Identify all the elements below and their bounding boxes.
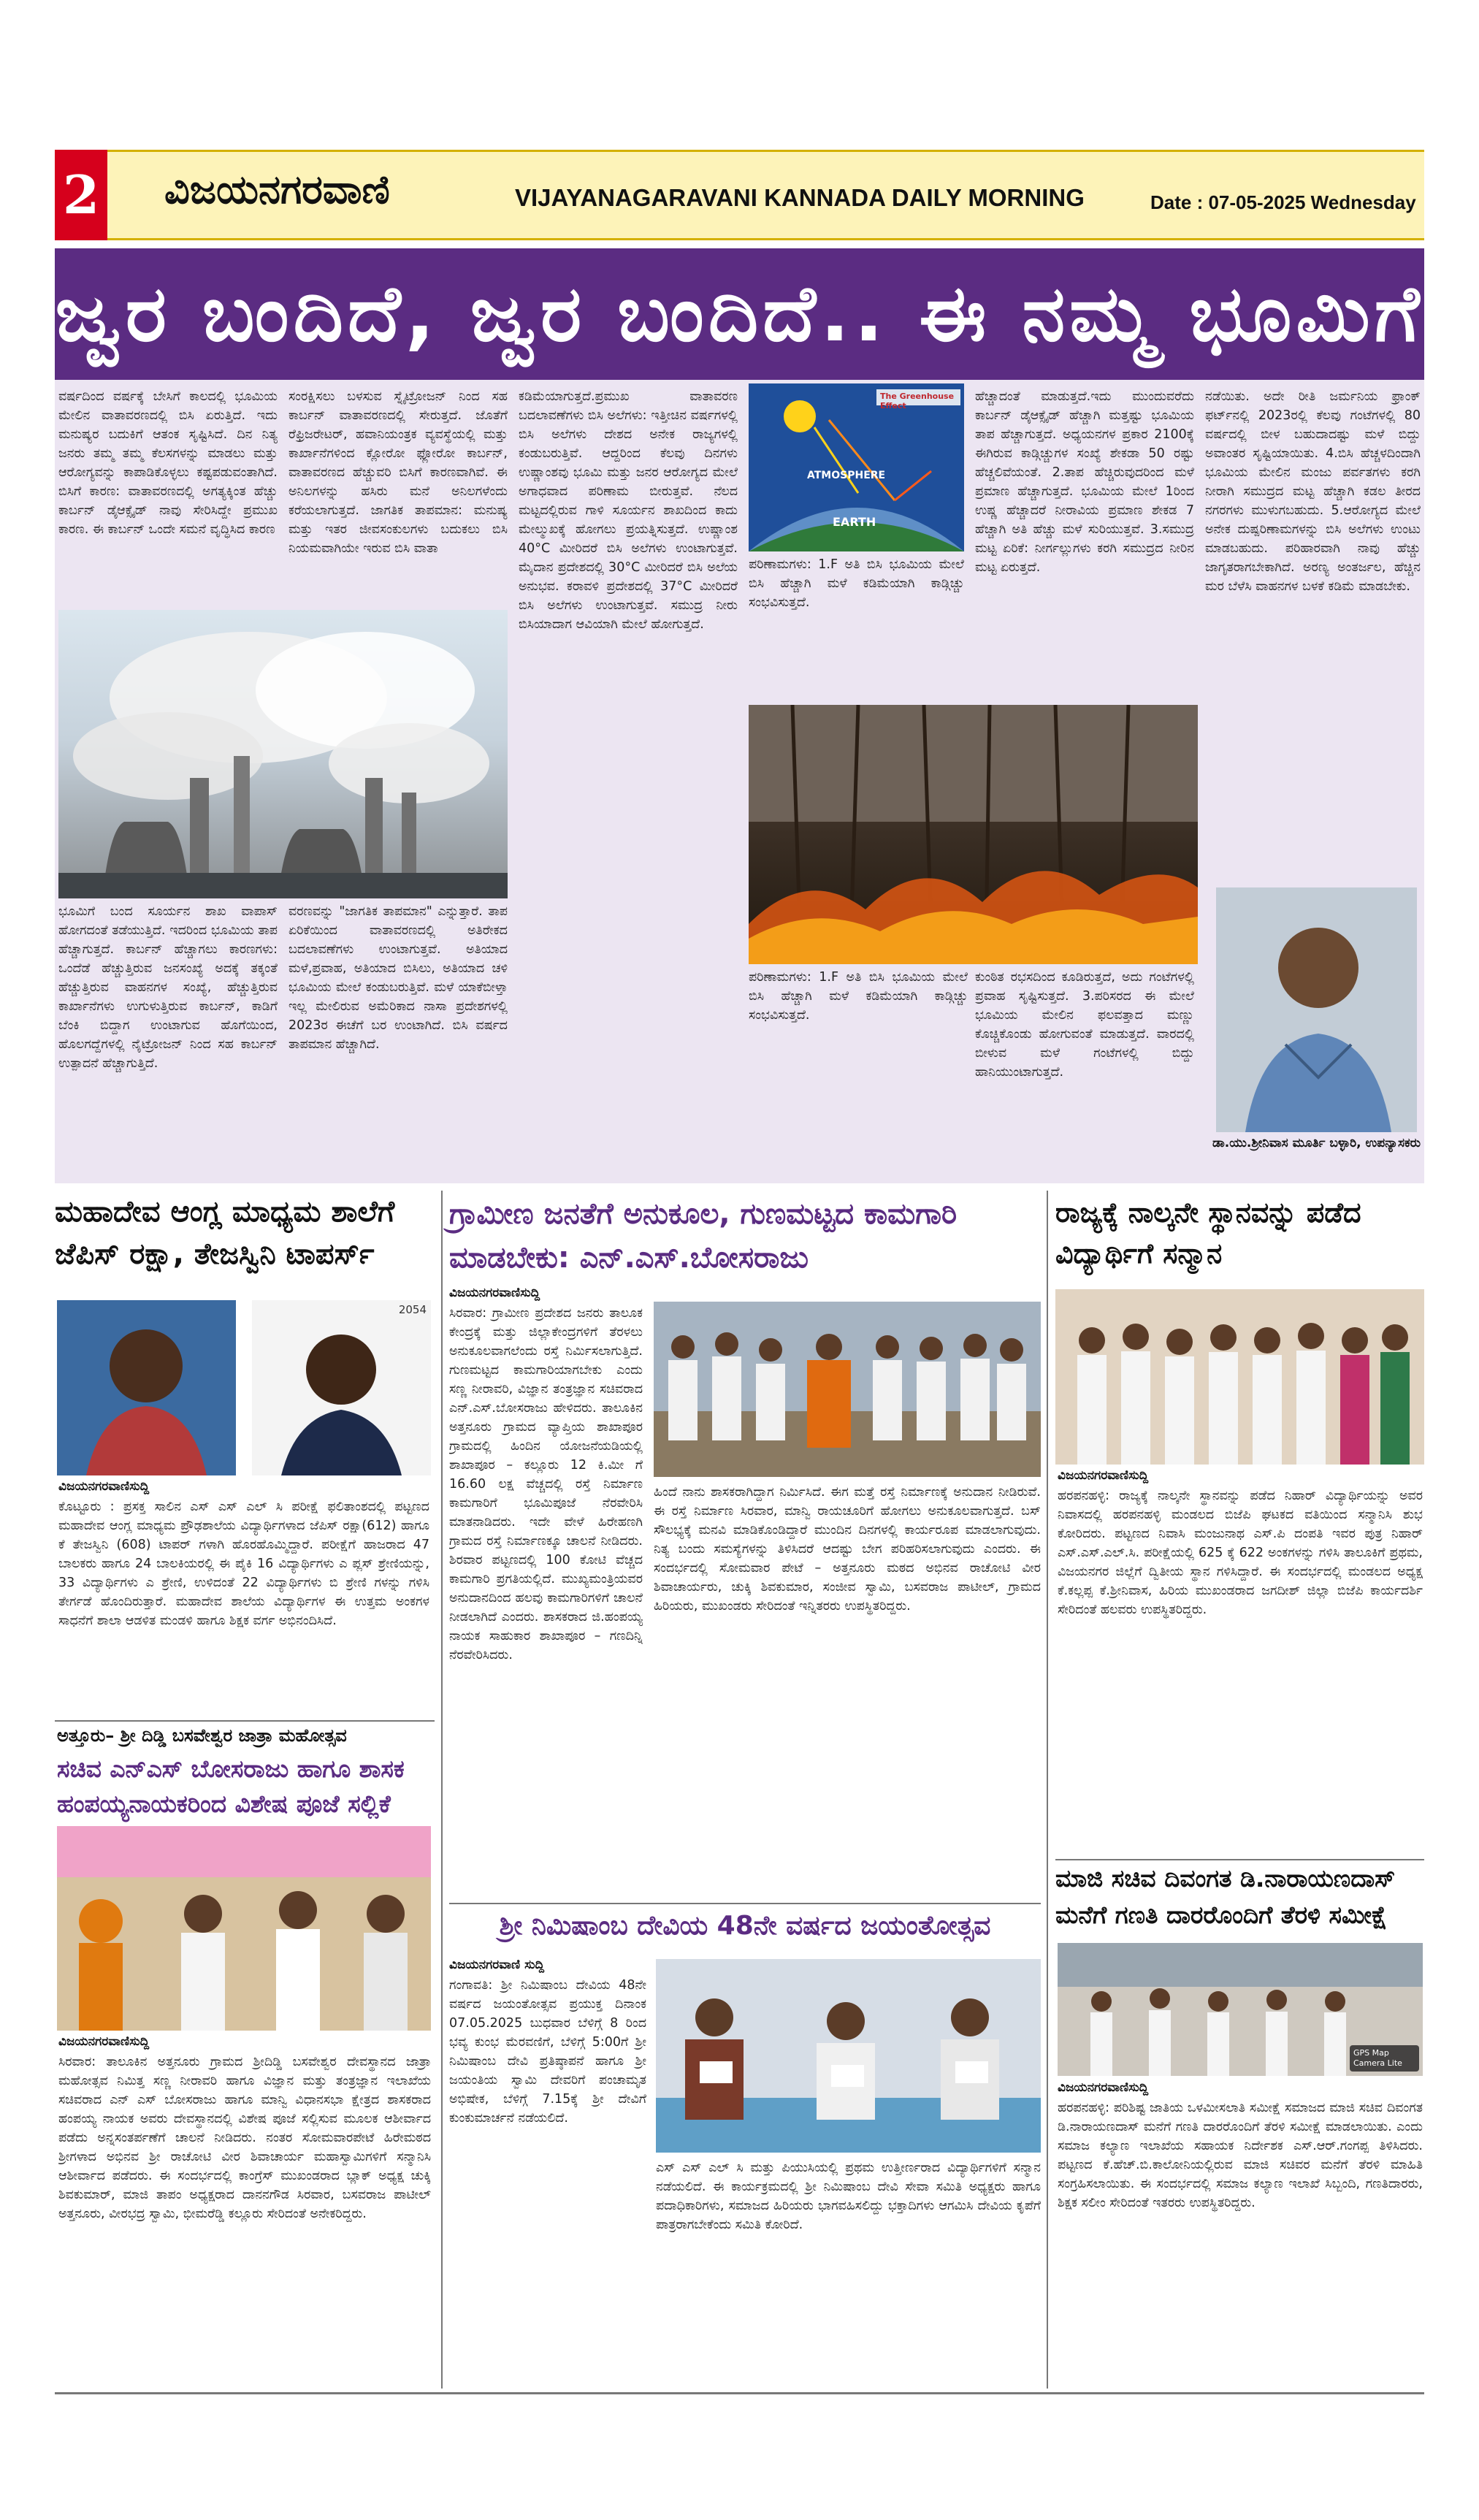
earth-label: EARTH bbox=[833, 515, 876, 529]
factory-smoke-photo bbox=[58, 610, 508, 898]
photo-tag: 2054 bbox=[398, 1303, 427, 1316]
lead-col4-bottom: ಪರಿಣಾಮಗಳು: 1.F ಅತಿ ಬಿಸಿ ಭೂಮಿಯ ಮೇಲೆ ಬಿಸಿ ಹೆಚ್ಚಾಗಿ ಮಳೆ ಕಡಿಮೆಯಾಗಿ ಕಾಡ್ಗಿಚ್ಚು ಸಂಭವಿಸುತ್ತದೆ. bbox=[749, 970, 968, 1023]
article3-headline: ಗ್ರಾಮೀಣ ಜನತೆಗೆ ಅನುಕೂಲ, ಗುಣಮಟ್ಟದ ಕಾಮಗಾರಿ ಮಾಡಬೇಕು: ಎನ್.ಎಸ್.ಬೋಸರಾಜು bbox=[449, 1197, 958, 1275]
atmosphere-label: ATMOSPHERE bbox=[807, 470, 886, 481]
student2-photo bbox=[252, 1300, 431, 1475]
lead-col2-top: ಸಂರಕ್ಷಿಸಲು ಬಳಸುವ ಸ್ನೈಟ್ರೋಜನ್ ನಿಂದ ಸಹ ಕಾರ್ಬನ್ ವಾತಾವರಣದಲ್ಲಿ ಸೇರುತ್ತದೆ. ಜೊತೆಗೆ ರೆಫ್ರಿಜರೇಟರ್, ಹವಾನಿಯಂತ್ರಕ ವ್ಯವಸ್ಥೆಯಲ್ಲಿ ಮತ್ತು ಕಾರ್ಖಾನೆಗಳಿಂದ ಕ್ಲೋರೋ ಫ್ಲೋರೋ ಕಾರ್ಬನ್, ವಾತಾವರಣದ ಹೆಚ್ಚುವರಿ ಬಿಸಿಗೆ ಕಾರಣವಾಗಿವೆ. ಈ ಅನಿಲಗಳನ್ನು ಹಸಿರು ಮನೆ ಅನಿಲಗಳೆಂದು ಕರೆಯಲಾಗುತ್ತದೆ. ಜಾಗತಿಕ ತಾಪಮಾನ: ಮನುಷ್ಯ ಮತ್ತು ಇತರ ಜೀವಸಂಕುಲಗಳು ಬದುಕಲು ಬಿಸಿ ನಿಯಮವಾಗಿಯೇ ಇರುವ ಬಿಸಿ ವಾತಾ bbox=[288, 389, 508, 556]
article4-headline: ಶ್ರೀ ನಿಮಿಷಾಂಬ ದೇವಿಯ 48ನೇ ವರ್ಷದ ಜಯಂತೋತ್ಸವ bbox=[449, 1903, 1041, 1948]
article5-body: ಹರಪನಹಳ್ಳಿ: ರಾಜ್ಯಕ್ಕೆ ನಾಲ್ಕನೇ ಸ್ಥಾನವನ್ನು ಪಡೆದ ನಿಹಾರ್ ವಿದ್ಯಾರ್ಥಿಯನ್ನು ಅವರ ನಿವಾಸದಲ್ಲಿ ಹರಪನಹಳ್ಳಿ ಮಂಡಲದ ಬಿಜೆಪಿ ಘಟಕದ ವತಿಯಿಂದ ಸನ್ಮಾನಿಸಿ ಶುಭ ಕೋರಿದರು. ಪಟ್ಟಣದ ನಿವಾಸಿ ಮಂಜುನಾಥ ಎಸ್.ಪಿ ದಂಪತಿ ಇವರ ಪುತ್ರ ನಿಹಾರ್ ಎಸ್.ಎಸ್.ಎಲ್.ಸಿ. ಪರೀಕ್ಷೆಯಲ್ಲಿ 625 ಕ್ಕೆ 622 ಅಂಕಗಳನ್ನು ಗಳಿಸಿ ತಾಲೂಕಿಗೆ ಪ್ರಥಮ, ವಿಜಯನಗರ ಜಿಲ್ಲೆಗೆ ದ್ವಿತೀಯ ಸ್ಥಾನ ಗಳಿಸಿದ್ದಾರೆ. ಈ ಸಂದರ್ಭದಲ್ಲಿ ಮಂಡಲದ ಅಧ್ಯಕ್ಷ ಕೆ.ಕಲ್ಲಪ್ಪ ಕೆ.ಶ್ರೀನಿವಾಸ, ಹಿರಿಯ ಮುಖಂಡರಾದ ಜಗದೀಶ್ ಜಿಲ್ಲಾ ಬಿಜೆಪಿ ಕಾರ್ಯದರ್ಶಿ ಸೇರಿದಂತೆ ಹಲವರು ಉಪಸ್ಥಿತರಿದ್ದರು. bbox=[1058, 1489, 1423, 1617]
page-number: 2 bbox=[55, 150, 107, 240]
article1-body: ಕೊಟ್ಟೂರು : ಪ್ರಸಕ್ತ ಸಾಲಿನ ಎಸ್ ಎಸ್ ಎಲ್ ಸಿ ಪರೀಕ್ಷೆ ಫಲಿತಾಂಶದಲ್ಲಿ ಪಟ್ಟಣದ ಮಹಾದೇವ ಆಂಗ್ಲ ಮಾಧ್ಯಮ ಪ್ರೌಢಶಾಲೆಯ ವಿದ್ಯಾರ್ಥಿಗಳಾದ ಜೆಪಿಸ್ ರಕ್ಷಾ(612) ಹಾಗೂ ಕೆ ತೇಜಸ್ವಿನಿ (608) ಟಾಪರ್ ಗಳಾಗಿ ಹೊರಹೊಮ್ಮಿದ್ದಾರೆ. ಪರೀಕ್ಷೆಗೆ ಹಾಜರಾದ 47 ಬಾಲಕರು ಹಾಗೂ 24 ಬಾಲಕಿಯರಲ್ಲಿ ಈ ಪೈಕಿ 16 ವಿದ್ಯಾರ್ಥಿಗಳು ಎ ಪ್ಲಸ್ ಶ್ರೇಣಿಯನ್ನು, 33 ವಿದ್ಯಾರ್ಥಿಗಳು ಎ ಶ್ರೇಣಿ, ಉಳಿದಂತೆ 22 ವಿದ್ಯಾರ್ಥಿಗಳು ಬಿ ಶ್ರೇಣಿ ಗಳನ್ನು ಗಳಿಸಿ ತೇರ್ಗಡೆ ಹೊಂದಿರುತ್ತಾರೆ. ಮಹಾದೇವ ಶಾಲೆಯ ವಿದ್ಯಾರ್ಥಿಗಳ ಈ ಉತ್ತಮ ಅಂಕಗಳ ಸಾಧನೆಗೆ ಶಾಲಾ ಆಡಳಿತ ಮಂಡಳಿ ಹಾಗೂ ಶಿಕ್ಷಕ ವರ್ಗ ಅಭಿನಂದಿಸಿದೆ. bbox=[58, 1500, 429, 1628]
gps-watermark: GPS Map Camera Lite bbox=[1353, 2048, 1402, 2068]
lead-col5: ನಡೆಯಿತು. ಅದೇ ರೀತಿ ಜರ್ಮನಿಯ ಫ್ರಾಂಕ್ ಫರ್ಟ್‌ನಲ್ಲಿ 2023ರಲ್ಲಿ ಕೆಲವು ಗಂಟೆಗಳಲ್ಲಿ 80 ವರ್ಷದಲ್ಲಿ ಬೀಳ ಬಹುದಾದಷ್ಟು ಮಳೆ ಬಿದ್ದು ಅವಾಂತರ ಸೃಷ್ಟಿಯಾಯಿತು. 4.ಬಿಸಿ ಹೆಚ್ಚಳದಿಂದಾಗಿ ಭೂಮಿಯ ಮೇಲಿನ ಮಂಜು ಪರ್ವತಗಳು ಕರಗಿ ನೀರಾಗಿ ಸಮುದ್ರದ ಮಟ್ಟ ಹೆಚ್ಚಾಗಿ ಕಡಲ ತೀರದ ನಗರಗಳು ಮುಳುಗಬಹುದು. 5.ಆರೋಗ್ಯದ ಮೇಲೆ ಅನೇಕ ದುಷ್ಪರಿಣಾಮಗಳನ್ನು ಬಿಸಿ ಅಲೆಗಳು ಉಂಟು ಮಾಡಬಹುದು. ಪರಿಹಾರವಾಗಿ ನಾವು ಹೆಚ್ಚು ಜಾಗೃತರಾಗಬೇಕಾಗಿದೆ. ಅರಣ್ಯ ಅಂತರ್ಜಲ, ಹೆಚ್ಚಿನ ಮರ ಬೆಳೆಸಿ ವಾಹನಗಳ ಬಳಕೆ ಕಡಿಮೆ ಮಾಡಬೇಕು. bbox=[1205, 389, 1421, 594]
article2-dateline: ವಿಜಯನಗರವಾಣಿಸುದ್ದಿ bbox=[58, 2034, 150, 2049]
divider bbox=[55, 1720, 435, 1722]
lead-col3: ಕಡಿಮೆಯಾಗುತ್ತದೆ.ಪ್ರಮುಖ ವಾತಾವರಣ ಬದಲಾವಣೆಗಳು ಬಿಸಿ ಅಲೆಗಳು: ಇತ್ತೀಚಿನ ವರ್ಷಗಳಲ್ಲಿ ಬಿಸಿ ಅಲೆಗಳು ದೇಶದ ಅನೇಕ ರಾಜ್ಯಗಳಲ್ಲಿ ಕಂಡುಬರುತ್ತಿವೆ. ಆದ್ದರಿಂದ ಕೆಲವು ದಿನಗಳು ಉಷ್ಣಾಂಶವು ಭೂಮಿ ಮತ್ತು ಜನರ ಆರೋಗ್ಯದ ಮೇಲೆ ಅಗಾಧವಾದ ಪರಿಣಾಮ ಬೀರುತ್ತವೆ. ನೆಲದ ಮಟ್ಟದಲ್ಲಿರುವ ಗಾಳಿ ಸೂರ್ಯನ ಶಾಖದಿಂದ ಕಾದು ಮೇಲ್ಮುಖಕ್ಕೆ ಹೋಗಲು ಪ್ರಯತ್ನಿಸುತ್ತದೆ. ಉಷ್ಣಾಂಶ 40°C ಮೀರಿದರೆ ಬಿಸಿ ಅಲೆಗಳು ಉಂಟಾಗುತ್ತವೆ. ಮೈದಾನ ಪ್ರದೇಶದಲ್ಲಿ 30°C ಮೀರಿದರೆ ಬಿಸಿ ಅಲೆಯ ಅನುಭವ. ಕರಾವಳಿ ಪ್ರದೇಶದಲ್ಲಿ 37°C ಮೀರಿದರೆ ಬಿಸಿ ಅಲೆಗಳು ಉಂಟಾಗುತ್ತವೆ. ಸಮುದ್ರ ನೀರು ಬಿಸಿಯಾದಾಗ ಆವಿಯಾಗಿ ಮೇಲೆ ಹೋಗುತ್ತದೆ. bbox=[519, 389, 738, 632]
article3-body-left: ಸಿರವಾರ: ಗ್ರಾಮೀಣ ಪ್ರದೇಶದ ಜನರು ತಾಲೂಕ ಕೇಂದ್ರಕ್ಕೆ ಮತ್ತು ಜಿಲ್ಲಾಕೇಂದ್ರಗಳಿಗೆ ತೆರಳಲು ಅನುಕೂಲವಾಗಲೆಂದು ರಸ್ತೆ ನಿರ್ಮಿಸಲಾಗುತ್ತಿದೆ. ಗುಣಮಟ್ಟದ ಕಾಮಗಾರಿಯಾಗಬೇಕು ಎಂದು ಸಣ್ಣ ನೀರಾವರಿ, ವಿಜ್ಞಾನ ತಂತ್ರಜ್ಞಾನ ಸಚಿವರಾದ ಎನ್.ಎಸ್.ಬೋಸರಾಜು ಹೇಳಿದರು. ತಾಲೂಕಿನ ಅತ್ತನೂರು ಗ್ರಾಮದ ವ್ಯಾಪ್ತಿಯ ಶಾಖಾಪೂರ ಗ್ರಾಮದಲ್ಲಿ ಹಿಂದಿನ ಯೋಜನೆಯಡಿಯಲ್ಲಿ ಶಾಖಾಪೂರ – ಕಲ್ಲೂರು 12 ಕಿ.ಮೀ ಗೆ 16.60 ಲಕ್ಷ ವೆಚ್ಚದಲ್ಲಿ ರಸ್ತೆ ನಿರ್ಮಾಣ ಕಾಮಗಾರಿಗೆ ಭೂಮಿಪೂಜೆ ನೆರವೇರಿಸಿ ಮಾತನಾಡಿದರು. ಇದೇ ವೇಳೆ ಹಿರೇಹಣಗಿ ಗ್ರಾಮದ ರಸ್ತೆ ನಿರ್ಮಾಣಕ್ಕೂ ಚಾಲನೆ ನೀಡಿದರು. ಶಿರವಾರ ಪಟ್ಟಣದಲ್ಲಿ 100 ಕೋಟಿ ವೆಚ್ಚದ ಕಾಮಗಾರಿ ಪ್ರಗತಿಯಲ್ಲಿದೆ. ಮುಖ್ಯಮಂತ್ರಿಯವರ ಅನುದಾನದಿಂದ ಹಲವು ಕಾಮಗಾರಿಗಳಿಗೆ ಚಾಲನೆ ನೀಡಲಾಗಿದೆ ಎಂದರು. ಶಾಸಕರಾದ ಜಿ.ಹಂಪಯ್ಯ ನಾಯಕ ಸಾಹುಕಾರ ಶಾಖಾಪೂರ – ಗಣದಿನ್ನಿ ನೆರವೇರಿಸಿದರು. bbox=[449, 1306, 643, 1662]
article3-dateline: ವಿಜಯನಗರವಾಣಿಸುದ್ದಿ bbox=[449, 1286, 540, 1300]
article2-kicker: ಅತ್ತೂರು– ಶ್ರೀ ದಿಡ್ಡಿ ಬಸವೇಶ್ವರ ಜಾತ್ರಾ ಮಹೋತ್ಸವ bbox=[57, 1725, 347, 1746]
lead-col2-bottom: ವರಣವನ್ನು "ಜಾಗತಿಕ ತಾಪಮಾನ" ಎನ್ನುತ್ತಾರೆ. ತಾಪ ಏರಿಕೆಯಿಂದ ವಾತಾವರಣದಲ್ಲಿ ಅತಿರೇಕದ ಬದಲಾವಣೆಗಳು ಉಂಟಾಗುತ್ತವೆ. ಅತಿಯಾದ ಮಳೆ,ಪ್ರವಾಹ, ಅತಿಯಾದ ಬಿಸಿಲು, ಅತಿಯಾದ ಚಳಿ ಭೂಮಿಯ ಮೇಲೆ ಕಂಡುಬರುತ್ತಿವೆ. ಮಳೆ ಯಾಕೆಬೀಳ್ತಾ ಇಲ್ಲ ಮೇಲಿರುವ ಅಮೆರಿಕಾದ ನಾಸಾ ಪ್ರದೇಶಗಳಲ್ಲಿ 2023ರ ಈಚೆಗೆ ಬರ ಉಂಟಾಗಿದೆ. ಬಿಸಿ ವರ್ಷದ ತಾಪಮಾನ ಹೆಚ್ಚಾಗಿದೆ. bbox=[288, 904, 508, 1052]
lead-col1-bottom: ಭೂಮಿಗೆ ಬಂದ ಸೂರ್ಯನ ಶಾಖ ವಾಪಾಸ್ ಹೋಗದಂತೆ ತಡೆಯುತ್ತಿದೆ. ಇದರಿಂದ ಭೂಮಿಯ ತಾಪ ಹೆಚ್ಚಾಗುತ್ತದೆ. ಕಾರ್ಬನ್ ಹೆಚ್ಚಾಗಲು ಕಾರಣಗಳು: ಒಂದೆಡೆ ಹೆಚ್ಚುತ್ತಿರುವ ಜನಸಂಖ್ಯೆ ಅದಕ್ಕೆ ತಕ್ಕಂತೆ ಹೆಚ್ಚುತ್ತಿರುವ ವಾಹನಗಳ ಸಂಖ್ಯೆ, ಹೆಚ್ಚುತ್ತಿರುವ ಕಾರ್ಖಾನೆಗಳು ಉಗುಳುತ್ತಿರುವ ಕಾರ್ಬನ್, ಕಾಡಿಗೆ ಬೆಂಕಿ ಬಿದ್ದಾಗ ಉಂಟಾಗುವ ಹೊಗೆಯಿಂದ, ಹೊಲಗದ್ದೆಗಳಲ್ಲಿ ನೈಟ್ರೋಜನ್ ನಿಂದ ಸಹ ಕಾರ್ಬನ್ ಉತ್ಪಾದನೆ ಹೆಚ್ಚಾಗುತ್ತಿದೆ. bbox=[58, 904, 278, 1071]
issue-date: Date : 07-05-2025 Wednesday bbox=[1150, 191, 1416, 213]
article4-body-right: ಎಸ್ ಎಸ್ ಎಲ್ ಸಿ ಮತ್ತು ಪಿಯುಸಿಯಲ್ಲಿ ಪ್ರಥಮ ಉತ್ತೀರ್ಣರಾದ ವಿದ್ಯಾರ್ಥಿಗಳಿಗೆ ಸನ್ಮಾನ ನಡೆಯಲಿದೆ. ಈ ಕಾರ್ಯಕ್ರಮದಲ್ಲಿ ಶ್ರೀ ನಿಮಿಷಾಂಬ ದೇವಿ ಸೇವಾ ಸಮಿತಿ ಅಧ್ಯಕ್ಷರು ಹಾಗೂ ಪದಾಧಿಕಾರಿಗಳು, ಸಮಾಜದ ಹಿರಿಯರು ಭಾಗವಹಿಸಲಿದ್ದು ಭಕ್ತಾದಿಗಳು ಆಗಮಿಸಿ ದೇವಿಯ ಕೃಪೆಗೆ ಪಾತ್ರರಾಗಬೇಕೆಂದು ಸಮಿತಿ ಕೋರಿದೆ. bbox=[656, 2161, 1041, 2232]
article1-dateline: ವಿಜಯನಗರವಾಣಿಸುದ್ದಿ bbox=[58, 1479, 150, 1494]
article6-body: ಹರಪನಹಳ್ಳಿ: ಪರಿಶಿಷ್ಟ ಜಾತಿಯ ಒಳಮೀಸಲಾತಿ ಸಮೀಕ್ಷೆ ಸಮಾಜದ ಮಾಜಿ ಸಚಿವ ದಿವಂಗತ ಡಿ.ನಾರಾಯಣದಾಸ್ ಮನೆಗೆ ಗಣತಿ ದಾರರೊಂದಿಗೆ ತೆರಳಿ ಸಮೀಕ್ಷೆ ಮಾಡಲಾಯಿತು. ಎಂದು ಸಮಾಜ ಕಲ್ಯಾಣ ಇಲಾಖೆಯ ಸಹಾಯಕ ನಿರ್ದೇಶಕ ಎಸ್.ಆರ್.ಗಂಗಪ್ಪ ತಿಳಿಸಿದರು. ಪಟ್ಟಣದ ಕೆ.ಹೆಚ್.ಬಿ.ಕಾಲೋನಿಯಲ್ಲಿರುವ ಮಾಜಿ ಸಚಿವರ ಮನೆಗೆ ತೆರಳಿ ಮಾಹಿತಿ ಸಂಗ್ರಹಿಸಲಾಯಿತು. ಈ ಸಂದರ್ಭದಲ್ಲಿ ಸಮಾಜ ಕಲ್ಯಾಣ ಇಲಾಖೆ ಸಿಬ್ಬಂದಿ, ಗಣತಿದಾರರು, ಶಿಕ್ಷಕ ಸಲೀಂ ಸೇರಿದಂತೆ ಇತರರು ಉಪಸ್ಥಿತರಿದ್ದರು. bbox=[1058, 2101, 1423, 2210]
lead-col1-top: ವರ್ಷದಿಂದ ವರ್ಷಕ್ಕೆ ಬೇಸಿಗೆ ಕಾಲದಲ್ಲಿ ಭೂಮಿಯ ಮೇಲಿನ ವಾತಾವರಣದಲ್ಲಿ ಬಿಸಿ ಏರುತ್ತಿದೆ. ಇದು ಮನುಷ್ಯರ ಬದುಕಿಗೆ ಆತಂಕ ಸೃಷ್ಟಿಸಿದೆ. ದಿನ ನಿತ್ಯ ಜನರು ತಮ್ಮ ತಮ್ಮ ಕೆಲಸಗಳನ್ನು ಮಾಡಲು ಮತ್ತು ಆರೋಗ್ಯವನ್ನು ಕಾಪಾಡಿಕೊಳ್ಳಲು ಕಷ್ಟಪಡುವಂತಾಗಿದೆ. ಬಿಸಿಗೆ ಕಾರಣ: ವಾತಾವರಣದಲ್ಲಿ ಅಗತ್ಯಕ್ಕಿಂತ ಹೆಚ್ಚು ಕಾರ್ಬನ್ ಡೈಆಕ್ಸೈಡ್ ನಾವು ಸೇರಿಸಿದ್ದೇ ಪ್ರಮುಖ ಕಾರಣ. ಈ ಕಾರ್ಬನ್ ಒಂದೇ ಸಮನೆ ವೃದ್ಧಿಸಿದ ಕಾರಣ bbox=[58, 389, 278, 537]
article4-dateline: ವಿಜಯನಗರವಾಣಿ ಸುದ್ದಿ bbox=[449, 1958, 545, 1972]
lead-col3b: ಪರಿಣಾಮಗಳು: 1.F ಅತಿ ಬಿಸಿ ಭೂಮಿಯ ಮೇಲೆ ಬಿಸಿ ಹೆಚ್ಚಾಗಿ ಮಳೆ ಕಡಿಮೆಯಾಗಿ ಕಾಡ್ಗಿಚ್ಚು ಸಂಭವಿಸುತ್ತದೆ. bbox=[749, 557, 964, 610]
felicitation-photo bbox=[1055, 1289, 1424, 1465]
author-caption: ಡಾ.ಯು.ಶ್ರೀನಿವಾಸ ಮೂರ್ತಿ ಬಳ್ಳಾರಿ, ಉಪನ್ಯಾಸಕರು bbox=[1212, 1136, 1421, 1150]
road-work-photo bbox=[654, 1302, 1041, 1477]
author-photo bbox=[1216, 887, 1417, 1132]
greenhouse-title: The Greenhouse Effect bbox=[880, 392, 955, 411]
article5-dateline: ವಿಜಯನಗರವಾಣಿಸುದ್ದಿ bbox=[1058, 1468, 1149, 1483]
article1-headline: ಮಹಾದೇವ ಆಂಗ್ಲ ಮಾಧ್ಯಮ ಶಾಲೆಗೆ ಜೆಪಿಸ್ ರಕ್ಷಾ, ತೇಜಸ್ವಿನಿ ಟಾಪರ್ಸ್ bbox=[55, 1195, 395, 1271]
column-rule bbox=[441, 1191, 443, 2389]
article3-body-right: ಹಿಂದೆ ನಾನು ಶಾಸಕರಾಗಿದ್ದಾಗ ನಿರ್ಮಿಸಿದೆ. ಈಗ ಮತ್ತೆ ರಸ್ತೆ ನಿರ್ಮಾಣಕ್ಕೆ ಅನುದಾನ ನೀಡಿರುವೆ. ಈ ರಸ್ತೆ ನಿರ್ಮಾಣ ಸಿರವಾರ, ಮಾನ್ವಿ ರಾಯಚೂರಿಗೆ ಹೋಗಲು ಅನುಕೂಲವಾಗುತ್ತದೆ. ಬಸ್ ಸೌಲಭ್ಯಕ್ಕೆ ಮನವಿ ಮಾಡಿಕೊಂಡಿದ್ದಾರೆ ಮುಂದಿನ ದಿನಗಳಲ್ಲಿ ಕಾರ್ಯರೂಪ ಮಾಡಲಾಗುವುದು. ನಿತ್ಯ ಬಂದು ಸಮಸ್ಯೆಗಳನ್ನು ತಿಳಿಸಿದರೆ ಆದಷ್ಟು ಬೇಗ ಪರಿಹರಿಸಲಾಗುವುದು ಎಂದರು. ಈ ಸಂದರ್ಭದಲ್ಲಿ ಸೋಮವಾರ ಪೇಟೆ – ಅತ್ತನೂರು ಮಠದ ಅಭಿನವ ರಾಚೋಟಿ ವೀರ ಶಿವಾಚಾರ್ಯರು, ಚುಕ್ಕಿ ಶಿವಕುಮಾರ, ಸಂಜೀವ ಸ್ವಾಮಿ, ಬಸವರಾಜ ಪಾಟೀಲ್, ಗ್ರಾಮದ ಹಿರಿಯರು, ಮುಖಂಡರು ಸೇರಿದಂತೆ ಇನ್ನಿತರರು ಉಪಸ್ಥಿತರಿದ್ದರು. bbox=[654, 1485, 1041, 1614]
newspaper-kannada-name: ವಿಜಯನಗರವಾಣಿ bbox=[164, 167, 390, 213]
student1-photo bbox=[57, 1300, 236, 1475]
article2-body: ಸಿರವಾರ: ತಾಲೂಕಿನ ಅತ್ತನೂರು ಗ್ರಾಮದ ಶ್ರೀದಿಡ್ಡಿ ಬಸವೇಶ್ವರ ದೇವಸ್ಥಾನದ ಜಾತ್ರಾ ಮಹೋತ್ಸವ ನಿಮಿತ್ತ ಸಣ್ಣ ನೀರಾವರಿ ಹಾಗೂ ವಿಜ್ಞಾನ ಮತ್ತು ತಂತ್ರಜ್ಞಾನ ಇಲಾಖೆಯ ಸಚಿವರಾದ ಎನ್ ಎಸ್ ಬೋಸರಾಜು ಹಾಗೂ ಮಾನ್ವಿ ವಿಧಾನಸಭಾ ಕ್ಷೇತ್ರದ ಶಾಸಕರಾದ ಹಂಪಯ್ಯ ನಾಯಕ ಅವರು ದೇವಸ್ಥಾನದಲ್ಲಿ ವಿಶೇಷ ಪೂಜೆ ಸಲ್ಲಿಸುವ ಮೂಲಕ ಆಶೀರ್ವಾದ ಪಡೆದು ಅನ್ನಸಂತರ್ಪಣೆಗೆ ಚಾಲನೆ ನೀಡಿದರು. ನಂತರ ಸೋಮವಾರಪೇಟೆ ಹಿರೇಮಠದ ಶ್ರೀಗಳಾದ ಅಭಿನವ ಶ್ರೀ ರಾಚೋಟಿ ವೀರ ಶಿವಾಚಾರ್ಯ ಮಹಾಸ್ವಾಮಿಗಳಿಗೆ ಸನ್ಮಾನಿಸಿ ಆಶೀರ್ವಾದ ಪಡೆದರು. ಈ ಸಂದರ್ಭದಲ್ಲಿ ಕಾಂಗ್ರೆಸ್ ಮುಖಂಡರಾದ ಬ್ಲಾಕ್ ಅಧ್ಯಕ್ಷ ಚುಕ್ಕಿ ಶಿವಕುಮಾರ್, ಮಾಜಿ ತಾಪಂ ಅಧ್ಯಕ್ಷರಾದ ದಾನನಗೌಡ ಸಿರವಾರ, ಬಸವರಾಜ ಪಾಟೀಲ್ ಅತ್ತನೂರು, ವೀರಭದ್ರ ಸ್ವಾಮಿ, ಭೀಮರೆಡ್ಡಿ ಕಲ್ಲೂರು ಸೇರಿದಂತೆ ಅನೇಕರಿದ್ದರು. bbox=[58, 2055, 431, 2221]
article5-headline: ರಾಜ್ಯಕ್ಕೆ ನಾಲ್ಕನೇ ಸ್ಥಾನವನ್ನು ಪಡೆದ ವಿದ್ಯಾರ್ಥಿಗೆ ಸನ್ಮಾನ bbox=[1055, 1196, 1361, 1269]
forest-fire-photo bbox=[749, 705, 1198, 964]
article6-dateline: ವಿಜಯನಗರವಾಣಿಸುದ್ದಿ bbox=[1058, 2080, 1149, 2095]
greenhouse-effect-diagram bbox=[749, 383, 964, 551]
article2-headline: ಸಚಿವ ಎನ್‌ಎಸ್ ಬೋಸರಾಜು ಹಾಗೂ ಶಾಸಕ ಹಂಪಯ್ಯನಾಯಕರಿಂದ ವಿಶೇಷ ಪೂಜೆ ಸಲ್ಲಿಕೆ bbox=[57, 1755, 405, 1818]
column-rule bbox=[1047, 1191, 1048, 2389]
pooja-photo bbox=[57, 1826, 431, 2031]
bottom-rule bbox=[55, 2392, 1424, 2394]
lead-headline: ಜ್ವರ ಬಂದಿದೆ, ಜ್ವರ ಬಂದಿದೆ.. ಈ ನಮ್ಮ ಭೂಮಿಗೆ bbox=[55, 248, 1424, 380]
lead-col5-bottom: ಕುಂಠಿತ ರಭಸದಿಂದ ಕೂಡಿರುತ್ತದೆ, ಅದು ಗಂಟೆಗಳಲ್ಲಿ ಪ್ರವಾಹ ಸೃಷ್ಟಿಸುತ್ತದೆ. 3.ಪರಿಸರದ ಈ ಮೇಲೆ ಭೂಮಿಯ ಮೇಲಿನ ಫಲವತ್ತಾದ ಮಣ್ಣು ಕೊಚ್ಚಿಕೊಂಡು ಹೋಗುವಂತೆ ಮಾಡುತ್ತದೆ. ವಾರದಲ್ಲಿ ಬೀಳುವ ಮಳೆ ಗಂಟೆಗಳಲ್ಲಿ ಬಿದ್ದು ಹಾನಿಯುಂಟಾಗುತ್ತದೆ. bbox=[975, 970, 1194, 1080]
press-meet-photo bbox=[656, 1959, 1041, 2153]
lead-col4-top: ಹೆಚ್ಚಾದಂತೆ ಮಾಡುತ್ತದೆ.ಇದು ಮುಂದುವರೆದು ಕಾರ್ಬನ್ ಡೈಆಕ್ಸೈಡ್ ಹೆಚ್ಚಾಗಿ ಮತ್ತಷ್ಟು ಭೂಮಿಯ ತಾಪ ಹೆಚ್ಚಾಗುತ್ತದೆ. ಅಧ್ಯಯನಗಳ ಪ್ರಕಾರ 2100ಕ್ಕೆ ಈಗಿರುವ ಕಾಡ್ಗಿಚ್ಚುಗಳ ಸಂಖ್ಯೆ ಶೇಕಡಾ 50 ರಷ್ಟು ಹೆಚ್ಚಲಿವೆಯಂತೆ. 2.ತಾಪ ಹೆಚ್ಚಿರುವುದರಿಂದ ಮಳೆ ಪ್ರಮಾಣ ಹೆಚ್ಚಾಗುತ್ತದೆ. ಭೂಮಿಯ ಮೇಲೆ 1ರಿಂದ ಉಷ್ಣ ಹೆಚ್ಚಾದರೆ ನೀರಾವಿಯ ಪ್ರಮಾಣ ಶೇಕಡ 7 ಹೆಚ್ಚಾಗಿ ಅತಿ ಹೆಚ್ಚು ಮಳೆ ಸುರಿಯುತ್ತವೆ. 3.ಸಮುದ್ರ ಮಟ್ಟ ಏರಿಕೆ: ನೀರ್ಗಲ್ಲುಗಳು ಕರಗಿ ಸಮುದ್ರದ ನೀರಿನ ಮಟ್ಟ ಏರುತ್ತದೆ. bbox=[975, 389, 1194, 575]
article4-body-left: ಗಂಗಾವತಿ: ಶ್ರೀ ನಿಮಿಷಾಂಬ ದೇವಿಯ 48ನೇ ವರ್ಷದ ಜಯಂತೋತ್ಸವ ಪ್ರಯುಕ್ತ ದಿನಾಂಕ 07.05.2025 ಬುಧವಾರ ಬೆಳಿಗ್ಗೆ 8 ರಿಂದ ಭವ್ಯ ಕುಂಭ ಮೆರವಣಿಗೆ, ಬೆಳಿಗ್ಗೆ 5:00ಗೆ ಶ್ರೀ ನಿಮಿಷಾಂಬ ದೇವಿ ಪ್ರತಿಷ್ಠಾಪನೆ ಹಾಗೂ ಶ್ರೀ ಜಯಂತಿಯ ಸ್ವಾಮಿ ದೇವರಿಗೆ ಪಂಚಾಮೃತ ಅಭಿಷೇಕ, ಬೆಳಿಗ್ಗೆ 7.15ಕ್ಕೆ ಶ್ರೀ ದೇವಿಗೆ ಕುಂಕುಮಾರ್ಚನೆ ನಡೆಯಲಿದೆ. bbox=[449, 1978, 646, 2126]
article6-headline: ಮಾಜಿ ಸಚಿವ ದಿವಂಗತ ಡಿ.ನಾರಾಯಣದಾಸ್ ಮನೆಗೆ ಗಣತಿ ದಾರರೊಂದಿಗೆ ತೆರಳಿ ಸಮೀಕ್ಷೆ bbox=[1055, 1859, 1424, 1933]
survey-photo bbox=[1058, 1943, 1423, 2076]
newspaper-english-name: VIJAYANAGARAVANI KANNADA DAILY MORNING bbox=[515, 184, 1085, 211]
